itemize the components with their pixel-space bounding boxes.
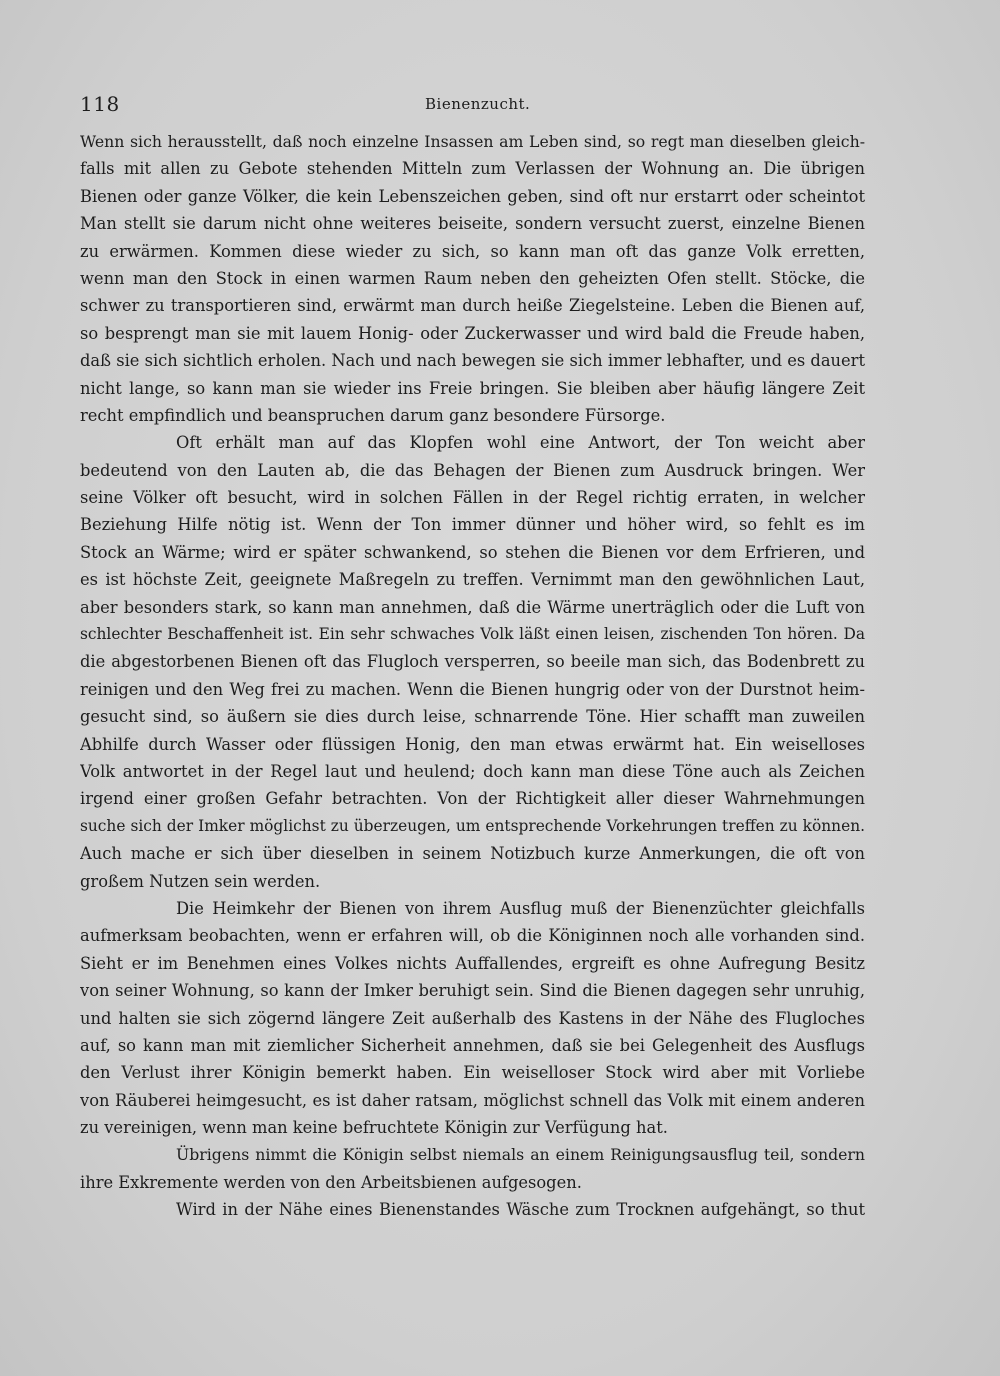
text-line: so besprengt man sie mit lauem Honig- oder Zuckerwasser und wird bald die Freude haben, (80, 323, 865, 343)
page-header (80, 92, 865, 120)
text-line: irgend einer großen Gefahr betrachten. Von der Richtigkeit aller dieser Wahrnehmungen (80, 789, 865, 809)
text-line: Stock an Wärme; wird er später schwankend, so stehen die Bienen vor dem Erfrieren, und (80, 542, 865, 562)
text-line: Wenn sich herausstellt, daß noch einzelne Insassen am Leben sind, so regt man dieselben gleich- (80, 132, 865, 151)
text-line: aber besonders stark, so kann man annehmen, daß die Wärme unerträglich oder die Luft von (80, 597, 865, 617)
text-line: zu vereinigen, wenn man keine befruchtete Königin zur Verfügung hat. (80, 1118, 668, 1138)
text-line: seine Völker oft besucht, wird in solchen Fällen in der Regel richtig erraten, in welcher (80, 488, 865, 508)
text-line: den Verlust ihrer Königin bemerkt haben. Ein weiselloser Stock wird aber mit Vorliebe (80, 1063, 865, 1083)
text-line: zu erwärmen. Kommen diese wieder zu sich, so kann man oft das ganze Volk erretten, (80, 241, 865, 261)
text-line: nicht lange, so kann man sie wieder ins Freie bringen. Sie bleiben aber häufig längere Zeit (80, 378, 865, 398)
paragraph-first-line: Oft erhält man auf das Klopfen wohl eine Antwort, der Ton weicht aber (176, 433, 865, 453)
text-line: suche sich der Imker möglichst zu überzeugen, um entsprechende Vorkehrungen treffen zu können. (80, 816, 865, 835)
text-line: von seiner Wohnung, so kann der Imker beruhigt sein. Sind die Bienen dagegen sehr unruhig, (80, 981, 865, 1001)
text-line: ihre Exkremente werden von den Arbeitsbienen aufgesogen. (80, 1172, 582, 1192)
text-line: schlechter Beschaffenheit ist. Ein sehr schwaches Volk läßt einen leisen, zischenden Ton hören. Da (80, 625, 865, 644)
text-line: und halten sie sich zögernd längere Zeit außerhalb des Kastens in der Nähe des Flugloches (80, 1008, 865, 1028)
text-line: Abhilfe durch Wasser oder flüssigen Honig, den man etwas erwärmt hat. Ein weiselloses (80, 734, 865, 754)
text-line: es ist höchste Zeit, geeignete Maßregeln zu treffen. Vernimmt man den gewöhnlichen Laut, (80, 570, 865, 590)
text-line: Man stellt sie darum nicht ohne weiteres beiseite, sondern versucht zuerst, einzelne Bienen (80, 214, 865, 234)
text-line: Volk antwortet in der Regel laut und heulend; doch kann man diese Töne auch als Zeichen (80, 761, 865, 781)
text-line: daß sie sich sichtlich erholen. Nach und nach bewegen sie sich immer lebhafter, und es dauert (80, 351, 865, 371)
text-line: Auch mache er sich über dieselben in seinem Notizbuch kurze Anmerkungen, die oft von (80, 844, 865, 864)
text-line: Bienen oder ganze Völker, die kein Lebenszeichen geben, sind oft nur erstarrt oder scheintot (80, 186, 865, 206)
running-head: Bienenzucht. (425, 95, 531, 113)
body-text (80, 128, 865, 1224)
text-line: gesucht sind, so äußern sie dies durch leise, schnarrende Töne. Hier schafft man zuweilen (80, 707, 865, 727)
text-line: aufmerksam beobachten, wenn er erfahren will, ob die Königinnen noch alle vorhanden sind. (80, 926, 865, 946)
text-line: Sieht er im Benehmen eines Volkes nichts Auffallendes, ergreift es ohne Aufregung Besitz (80, 953, 865, 973)
text-line: die abgestorbenen Bienen oft das Flugloch versperren, so beeile man sich, das Bodenbrett zu (80, 652, 865, 672)
text-line: schwer zu transportieren sind, erwärmt man durch heiße Ziegelsteine. Leben die Bienen auf, (80, 296, 865, 316)
page-number: 118 (80, 92, 120, 116)
text-line: von Räuberei heimgesucht, es ist daher ratsam, möglichst schnell das Volk mit einem anderen (80, 1090, 865, 1110)
text-line: wenn man den Stock in einen warmen Raum neben den geheizten Ofen stellt. Stöcke, die (80, 268, 865, 288)
text-line: recht empfindlich und beanspruchen darum ganz besondere Fürsorge. (80, 405, 666, 425)
text-line: auf, so kann man mit ziemlicher Sicherheit annehmen, daß sie bei Gelegenheit des Ausflugs (80, 1035, 865, 1055)
text-line: falls mit allen zu Gebote stehenden Mitteln zum Verlassen der Wohnung an. Die übrigen (80, 159, 865, 179)
text-line: großem Nutzen sein werden. (80, 871, 321, 891)
text-line: reinigen und den Weg frei zu machen. Wenn die Bienen hungrig oder von der Durstnot heim- (80, 679, 865, 699)
text-line: Beziehung Hilfe nötig ist. Wenn der Ton immer dünner und höher wird, so fehlt es im (80, 515, 865, 535)
paragraph-first-line: Die Heimkehr der Bienen von ihrem Ausflug muß der Bienenzüchter gleichfalls (176, 898, 865, 918)
paragraph-first-line: Wird in der Nähe eines Bienenstandes Wäsche zum Trocknen aufgehängt, so thut (176, 1200, 865, 1220)
paragraph-first-line: Übrigens nimmt die Königin selbst niemals an einem Reinigungsausflug teil, sondern (176, 1145, 865, 1165)
text-line: bedeutend von den Lauten ab, die das Behagen der Bienen zum Ausdruck bringen. Wer (80, 460, 865, 480)
